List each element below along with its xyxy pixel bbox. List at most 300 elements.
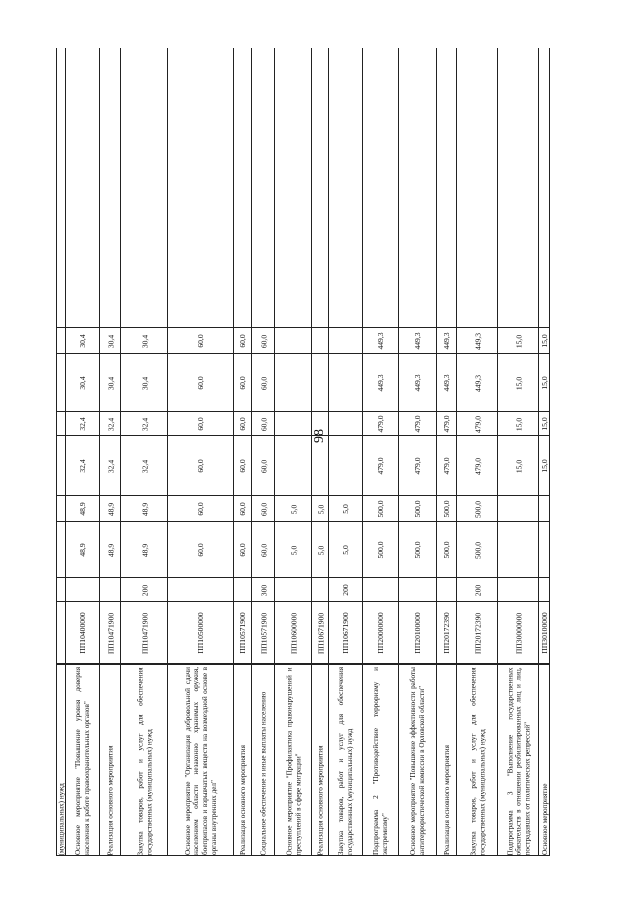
table-row xyxy=(99,48,120,856)
row-value: 60,0 xyxy=(258,417,268,431)
row-value: 60,0 xyxy=(258,334,268,348)
table-row xyxy=(233,48,251,856)
row-value: 479,0 xyxy=(376,415,386,433)
value-cell-4 xyxy=(66,48,99,328)
row-label: Реализация основного мероприятия xyxy=(316,745,325,855)
value-cell-1 xyxy=(363,522,398,578)
value-cell-2 xyxy=(275,436,311,496)
vr-cell xyxy=(66,578,99,602)
value-cell-1 xyxy=(66,522,99,578)
value-cell-2 xyxy=(100,436,120,496)
value-cell-3 xyxy=(457,354,497,412)
table-row xyxy=(167,48,233,856)
row-code: ПП20172390 xyxy=(472,612,482,654)
name-cell xyxy=(168,664,233,856)
row-label: Основное мероприятие "Повышение уровня доверия населения к работе правоохранительных органов" xyxy=(74,667,91,855)
value-cell-2b xyxy=(437,412,456,436)
table-row xyxy=(251,48,274,856)
value-cell-3b xyxy=(66,328,99,354)
value-cell-2b xyxy=(457,412,497,436)
value-cell-1 xyxy=(457,522,497,578)
row-value xyxy=(457,50,498,326)
row-value: 15,0 xyxy=(513,376,523,390)
value-cell-4 xyxy=(168,48,233,328)
value-cell-3b xyxy=(234,328,251,354)
row-value: 449,3 xyxy=(376,374,386,392)
value-cell-1b xyxy=(275,496,311,522)
row-value: 5,0 xyxy=(288,545,298,555)
row-value: 60,0 xyxy=(258,543,268,557)
code-cell xyxy=(234,602,251,664)
row-value: 60,0 xyxy=(238,376,248,390)
value-cell-3b xyxy=(252,328,274,354)
value-cell-3b xyxy=(312,328,328,354)
code-cell xyxy=(363,602,398,664)
table-row xyxy=(311,48,328,856)
value-cell-2 xyxy=(57,436,65,496)
row-value: 200 xyxy=(139,584,149,596)
row-value: 60,0 xyxy=(196,417,206,431)
value-cell-3 xyxy=(234,354,251,412)
value-cell-3b xyxy=(100,328,120,354)
value-cell-2 xyxy=(234,436,251,496)
value-cell-3 xyxy=(57,354,65,412)
row-label: Основное мероприятие "Повышение эффективности работы антитеррористической комиссии в Орловской области" xyxy=(409,667,426,855)
table-row xyxy=(56,48,65,856)
row-value: 15,0 xyxy=(540,459,550,473)
vr-cell xyxy=(312,578,328,602)
value-cell-4 xyxy=(57,48,65,328)
row-value xyxy=(539,580,551,600)
value-cell-4 xyxy=(312,48,328,328)
value-cell-3 xyxy=(363,354,398,412)
code-cell xyxy=(57,602,65,664)
value-cell-2b xyxy=(57,412,65,436)
code-cell xyxy=(275,602,311,664)
row-value: 449,3 xyxy=(413,332,423,350)
row-value: 60,0 xyxy=(258,459,268,473)
value-cell-3 xyxy=(498,354,538,412)
row-value: 300 xyxy=(258,584,268,596)
row-value: 30,4 xyxy=(139,334,149,348)
name-cell xyxy=(399,664,436,856)
row-code: ПП20100000 xyxy=(413,612,423,654)
value-cell-4 xyxy=(399,48,436,328)
value-cell-1b xyxy=(312,496,328,522)
value-cell-3b xyxy=(539,328,549,354)
row-value xyxy=(275,414,312,434)
row-value: 479,0 xyxy=(413,415,423,433)
value-cell-2b xyxy=(399,412,436,436)
value-cell-2 xyxy=(539,436,549,496)
value-cell-3b xyxy=(275,328,311,354)
row-value xyxy=(539,50,551,326)
row-code: ПП10571900 xyxy=(258,612,268,654)
value-cell-1b xyxy=(66,496,99,522)
row-code: ПП10471900 xyxy=(105,612,115,654)
value-cell-4 xyxy=(234,48,251,328)
value-cell-1b xyxy=(457,496,497,522)
row-value xyxy=(66,580,100,600)
value-cell-1 xyxy=(399,522,436,578)
row-value: 479,0 xyxy=(472,457,482,475)
vr-cell xyxy=(57,578,65,602)
table-row xyxy=(120,48,167,856)
row-value: 15,0 xyxy=(513,417,523,431)
row-value: 48,9 xyxy=(139,502,149,516)
row-value: 30,4 xyxy=(139,376,149,390)
value-cell-2 xyxy=(168,436,233,496)
value-cell-4 xyxy=(363,48,398,328)
vr-cell xyxy=(100,578,120,602)
value-cell-1b xyxy=(437,496,456,522)
value-cell-2 xyxy=(252,436,274,496)
row-value: 15,0 xyxy=(513,334,523,348)
value-cell-3b xyxy=(168,328,233,354)
row-value: 15,0 xyxy=(540,376,550,390)
vr-cell xyxy=(498,578,538,602)
row-value xyxy=(275,438,312,494)
row-value: 15,0 xyxy=(540,334,550,348)
name-cell xyxy=(363,664,398,856)
value-cell-2b xyxy=(100,412,120,436)
row-value xyxy=(234,580,252,600)
row-value xyxy=(539,498,551,520)
code-cell xyxy=(66,602,99,664)
value-cell-2b xyxy=(275,412,311,436)
value-cell-3 xyxy=(66,354,99,412)
row-code: ПП20000000 xyxy=(376,612,386,654)
row-label: Закупка товаров, работ и услуг для обеспечения государственных (муниципальных) нужд xyxy=(468,667,486,855)
row-value: 60,0 xyxy=(238,502,248,516)
row-value: 30,4 xyxy=(105,334,115,348)
row-label: Реализация основного мероприятия xyxy=(106,745,115,855)
row-value: 5,0 xyxy=(315,504,325,514)
code-cell xyxy=(168,602,233,664)
row-value: 479,0 xyxy=(413,457,423,475)
row-value: 5,0 xyxy=(315,545,325,555)
row-code: ПП20172390 xyxy=(442,612,452,654)
code-cell xyxy=(498,602,538,664)
value-cell-2b xyxy=(498,412,538,436)
code-cell xyxy=(399,602,436,664)
row-value xyxy=(399,580,437,600)
table-row xyxy=(398,48,436,856)
row-value: 500,0 xyxy=(472,541,482,559)
row-value: 48,9 xyxy=(105,502,115,516)
row-label: Закупка товаров, работ и услуг для обеспечения государственных (муниципальных) нужд xyxy=(135,667,153,855)
value-cell-2 xyxy=(498,436,538,496)
row-value: 200 xyxy=(341,584,351,596)
code-cell xyxy=(539,602,549,664)
value-cell-2b xyxy=(252,412,274,436)
row-label: Социальное обеспечение и иные выплаты населению xyxy=(259,691,268,855)
row-value: 60,0 xyxy=(238,543,248,557)
code-cell xyxy=(457,602,497,664)
row-value xyxy=(498,580,539,600)
table-row xyxy=(538,48,550,856)
row-value xyxy=(100,50,121,326)
name-cell xyxy=(437,664,456,856)
row-label: Подпрограмма 2 "Противодействие терроризму и экстремизму" xyxy=(372,667,389,855)
value-cell-3b xyxy=(498,328,538,354)
value-cell-1b xyxy=(57,496,65,522)
value-cell-2 xyxy=(121,436,167,496)
row-value: 500,0 xyxy=(442,541,452,559)
name-cell xyxy=(457,664,497,856)
row-value: 449,3 xyxy=(472,374,482,392)
row-value xyxy=(312,330,329,352)
table-row xyxy=(436,48,456,856)
value-cell-2 xyxy=(329,436,362,496)
value-cell-1 xyxy=(100,522,120,578)
name-cell xyxy=(539,664,549,856)
value-cell-1 xyxy=(168,522,233,578)
row-value: 449,3 xyxy=(442,332,452,350)
value-cell-3 xyxy=(399,354,436,412)
value-cell-2b xyxy=(539,412,549,436)
row-value xyxy=(498,524,539,576)
row-value: 32,4 xyxy=(105,459,115,473)
value-cell-1 xyxy=(312,522,328,578)
value-cell-1 xyxy=(57,522,65,578)
value-cell-4 xyxy=(457,48,497,328)
value-cell-2b xyxy=(66,412,99,436)
row-value: 60,0 xyxy=(196,459,206,473)
value-cell-1b xyxy=(252,496,274,522)
value-cell-3 xyxy=(329,354,362,412)
value-cell-4 xyxy=(100,48,120,328)
row-value: 60,0 xyxy=(238,459,248,473)
row-value: 449,3 xyxy=(376,332,386,350)
name-cell xyxy=(329,664,362,856)
row-value: 449,3 xyxy=(413,374,423,392)
value-cell-3b xyxy=(457,328,497,354)
row-label: Закупка товаров, работ и услуг для обеспечения государственных (муниципальных) нужд xyxy=(337,667,354,855)
row-code: ПП10671900 xyxy=(341,612,351,654)
table-row xyxy=(328,48,362,856)
value-cell-1 xyxy=(275,522,311,578)
row-value: 30,4 xyxy=(78,334,88,348)
value-cell-1 xyxy=(329,522,362,578)
value-cell-4 xyxy=(498,48,538,328)
row-value xyxy=(168,50,234,326)
value-cell-3 xyxy=(168,354,233,412)
value-cell-2 xyxy=(437,436,456,496)
value-cell-2 xyxy=(457,436,497,496)
row-value xyxy=(329,438,363,494)
row-value xyxy=(275,356,312,410)
value-cell-3 xyxy=(437,354,456,412)
value-cell-2b xyxy=(121,412,167,436)
name-cell xyxy=(312,664,328,856)
row-value xyxy=(66,50,100,326)
value-cell-3b xyxy=(363,328,398,354)
vr-cell xyxy=(457,578,497,602)
row-value: 48,9 xyxy=(139,543,149,557)
row-value: 32,4 xyxy=(139,459,149,473)
row-value xyxy=(363,50,399,326)
row-value xyxy=(498,498,539,520)
row-value xyxy=(329,330,363,352)
value-cell-1 xyxy=(539,522,549,578)
value-cell-2 xyxy=(312,436,328,496)
row-value xyxy=(121,50,168,326)
row-value: 60,0 xyxy=(196,543,206,557)
row-value: 32,4 xyxy=(78,417,88,431)
row-code: ПП10471900 xyxy=(139,612,149,654)
row-value xyxy=(437,580,457,600)
row-code: ПП10400000 xyxy=(78,612,88,654)
row-value: 5,0 xyxy=(341,545,351,555)
row-value xyxy=(437,50,457,326)
row-value xyxy=(275,50,312,326)
code-cell xyxy=(252,602,274,664)
row-label: Подпрограмма 3 "Выполнение государственных обязательств в отношении реабилитированных лиц и лиц, пострадавших от политических репрессий" xyxy=(505,667,531,855)
row-value: 479,0 xyxy=(376,457,386,475)
value-cell-3 xyxy=(252,354,274,412)
vr-cell xyxy=(252,578,274,602)
row-label: (муниципальных) нужд xyxy=(57,782,66,855)
row-value: 60,0 xyxy=(196,334,206,348)
value-cell-1b xyxy=(121,496,167,522)
row-value xyxy=(329,50,363,326)
row-value: 15,0 xyxy=(540,417,550,431)
row-value: 200 xyxy=(472,584,482,596)
value-cell-4 xyxy=(121,48,167,328)
value-cell-1b xyxy=(234,496,251,522)
row-value: 32,4 xyxy=(139,417,149,431)
row-value: 500,0 xyxy=(472,500,482,518)
row-code: ПП30000000 xyxy=(513,612,523,654)
row-value: 60,0 xyxy=(238,334,248,348)
budget-table xyxy=(56,48,586,856)
row-label: Реализация основного мероприятия xyxy=(442,745,451,855)
value-cell-2b xyxy=(312,412,328,436)
row-value: 60,0 xyxy=(258,502,268,516)
value-cell-1b xyxy=(539,496,549,522)
value-cell-2b xyxy=(234,412,251,436)
vr-cell xyxy=(399,578,436,602)
name-cell xyxy=(275,664,311,856)
row-label: Основное мероприятие "Организация добровольной сдачи населением области незаконно хранимых оружия, боеприпасов и взрывчатых веществ на возмездной основе в органы внутренних дел" xyxy=(183,667,218,855)
name-cell xyxy=(498,664,538,856)
value-cell-3b xyxy=(121,328,167,354)
value-cell-2 xyxy=(363,436,398,496)
name-cell xyxy=(121,664,167,856)
row-code: ПП30100000 xyxy=(540,612,550,654)
value-cell-4 xyxy=(275,48,311,328)
row-value: 48,9 xyxy=(78,502,88,516)
row-value: 60,0 xyxy=(258,376,268,390)
row-value: 479,0 xyxy=(472,415,482,433)
row-value: 5,0 xyxy=(341,504,351,514)
value-cell-3b xyxy=(437,328,456,354)
row-value xyxy=(312,50,329,326)
vr-cell xyxy=(437,578,456,602)
row-value xyxy=(275,330,312,352)
vr-cell xyxy=(539,578,549,602)
row-value xyxy=(329,356,363,410)
table-row xyxy=(65,48,99,856)
code-cell xyxy=(329,602,362,664)
row-value xyxy=(234,50,252,326)
row-value: 48,9 xyxy=(78,543,88,557)
row-value: 60,0 xyxy=(196,376,206,390)
value-cell-1 xyxy=(498,522,538,578)
row-value xyxy=(312,438,329,494)
value-cell-1b xyxy=(498,496,538,522)
row-value xyxy=(100,580,121,600)
row-value xyxy=(252,50,275,326)
row-value: 48,9 xyxy=(105,543,115,557)
row-value: 500,0 xyxy=(376,500,386,518)
value-cell-2 xyxy=(66,436,99,496)
row-value xyxy=(275,580,312,600)
page-number: 98 xyxy=(312,429,327,443)
value-cell-2b xyxy=(168,412,233,436)
row-value: 30,4 xyxy=(78,376,88,390)
value-cell-1b xyxy=(100,496,120,522)
row-code: ПП10500000 xyxy=(196,612,206,654)
row-label: Реализация основного мероприятия xyxy=(238,745,247,855)
value-cell-2b xyxy=(363,412,398,436)
name-cell xyxy=(252,664,274,856)
value-cell-1b xyxy=(329,496,362,522)
row-value: 15,0 xyxy=(513,459,523,473)
row-value: 500,0 xyxy=(376,541,386,559)
table-row xyxy=(362,48,398,856)
value-cell-4 xyxy=(252,48,274,328)
value-cell-1 xyxy=(121,522,167,578)
row-value xyxy=(312,414,329,434)
row-value: 32,4 xyxy=(78,459,88,473)
value-cell-4 xyxy=(329,48,362,328)
value-cell-1 xyxy=(437,522,456,578)
value-cell-3b xyxy=(329,328,362,354)
value-cell-3 xyxy=(100,354,120,412)
table-row xyxy=(497,48,538,856)
name-cell xyxy=(57,664,65,856)
row-value: 5,0 xyxy=(288,504,298,514)
row-value xyxy=(498,50,539,326)
row-value xyxy=(363,580,399,600)
row-value: 30,4 xyxy=(105,376,115,390)
code-cell xyxy=(100,602,120,664)
row-value: 479,0 xyxy=(442,415,452,433)
value-cell-1b xyxy=(363,496,398,522)
value-cell-3 xyxy=(312,354,328,412)
row-value xyxy=(399,50,437,326)
row-value: 500,0 xyxy=(413,500,423,518)
value-cell-3 xyxy=(539,354,549,412)
code-cell xyxy=(437,602,456,664)
vr-cell xyxy=(275,578,311,602)
row-value xyxy=(312,580,329,600)
row-label: Основное мероприятие xyxy=(540,783,549,855)
vr-cell xyxy=(168,578,233,602)
value-cell-4 xyxy=(539,48,549,328)
row-value: 500,0 xyxy=(413,541,423,559)
value-cell-3 xyxy=(121,354,167,412)
name-cell xyxy=(234,664,251,856)
row-code: ПП10571900 xyxy=(238,612,248,654)
row-code: ПП10600000 xyxy=(288,612,298,654)
row-value: 449,3 xyxy=(442,374,452,392)
row-label: Основное мероприятие "Профилактика правонарушений и преступлений в сфере миграции" xyxy=(284,667,302,855)
code-cell xyxy=(312,602,328,664)
value-cell-1 xyxy=(234,522,251,578)
